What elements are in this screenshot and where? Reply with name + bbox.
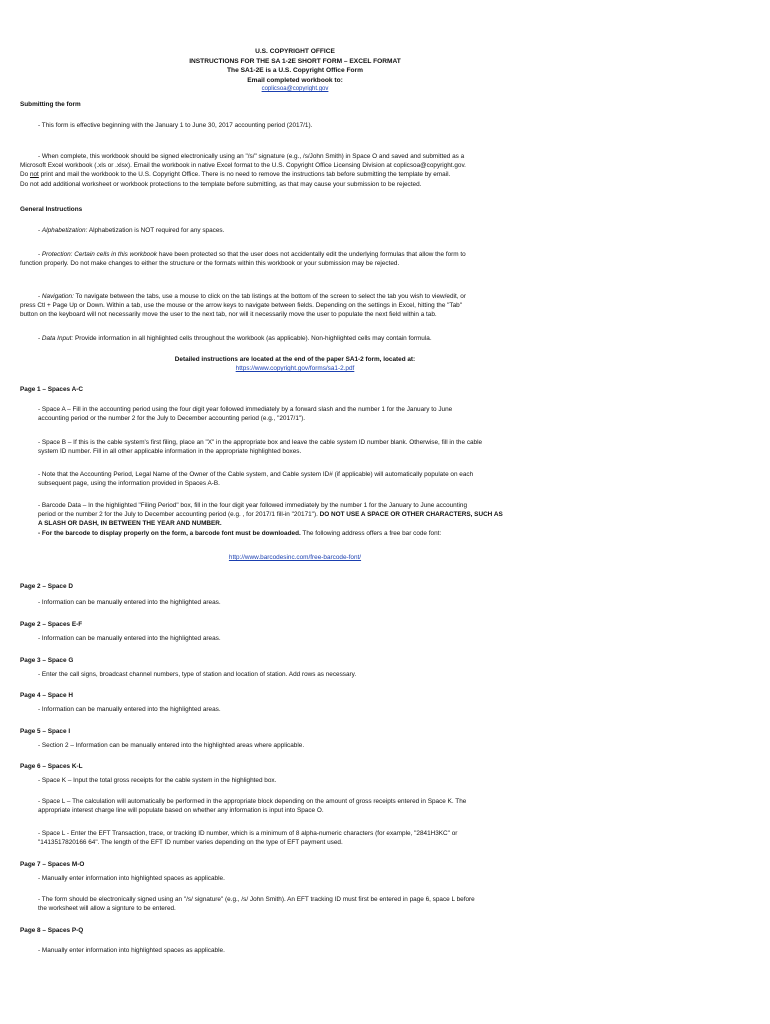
general-data-input: - Data Input: Provide information in all highlighted cells throughout the workbook (as applicable). Non-highlighted cells may contain formula.: [38, 335, 432, 342]
label-navigation: Navigation:: [41, 293, 74, 300]
general-navigation: - Navigation: To navigate between the tabs, use a mouse to click on the tab listings at the bottom of the screen to select the tab you wish to view/edit, or: [38, 293, 466, 300]
text-span: have been protected so that the user does not accidentally edit the underlying formulas that allow the form to: [157, 251, 466, 258]
submitting-p2-line4: Do not add additional worksheet or workbook protections to the template before submitting, as that may cause your submission to be rejected.: [20, 180, 422, 188]
header-office: U.S. COPYRIGHT OFFICE: [255, 48, 335, 55]
section-heading-page2-d: Page 2 – Space D: [20, 583, 73, 590]
document-header: [0, 47, 590, 94]
submitting-p2-line1: - When complete, this workbook should be signed electronically using an "/s/" signature (e.g., /s/John Smith) in Space O and saved and submitted as a: [38, 153, 465, 160]
text-span: Alphabetization is NOT required for any spaces.: [87, 227, 225, 234]
general-alphabetization: - Alphabetization: Alphabetization is NOT required for any spaces.: [38, 227, 225, 234]
page6-space-l-cont: appropriate interest charge line will populate based on whether any information is input into Space O.: [38, 807, 324, 814]
page7-signature-cont: the worksheet will allow a signture to be entered.: [38, 905, 176, 912]
section-heading-page8: Page 8 – Spaces P-Q: [20, 927, 84, 934]
section-heading-page1: Page 1 – Spaces A-C: [20, 386, 83, 393]
page1-space-a: - Space A – Fill in the accounting period using the four digit year followed immediately by a forward slash and the number 1 for the January to June: [38, 406, 453, 413]
section-heading-page3: Page 3 – Space G: [20, 657, 74, 664]
page6-eft-cont: "1413517820166 64". The length of the EFT ID number varies depending on the type of EFT payment used.: [38, 839, 343, 846]
page3-text: - Enter the call signs, broadcast channel numbers, type of station and location of station. Add rows as necessary.: [38, 671, 357, 678]
general-navigation-cont: [20, 301, 560, 320]
page7-signature: - The form should be electronically signed using an "/s/ signature" (e.g., /s/ John Smith). An EFT tracking ID must first be entered in page 6, space L before: [38, 896, 475, 903]
header-email-label: Email completed workbook to:: [247, 76, 343, 84]
text-span: The following address offers a free bar code font:: [300, 530, 442, 537]
page1-space-b: - Space B – If this is the cable system's first filing, place an "X" in the appropriate box and leave the cable system ID number blank. Otherwise, fill in the cable: [38, 439, 483, 446]
page1-space-b-cont: system ID number. Fill in all other applicable information in the appropriate highlighted boxes.: [38, 448, 302, 455]
submitting-p2: [20, 152, 578, 161]
page2-d-text: - Information can be manually entered into the highlighted areas.: [38, 599, 221, 606]
text-span: period or the number 2 for the July to December accounting period (e.g. , for 2017/1 fill-in "20171").: [38, 511, 318, 518]
section-heading-general: General Instructions: [20, 206, 83, 213]
general-protection: - Protection: Certain cells in this workbook have been protected so that the user does not accidentally edit the underlying formulas that allow the form to: [38, 251, 466, 258]
page1-space-a-cont: accounting period or the number 2 for the July to December accounting period (e.g., "2017/1").: [38, 415, 306, 422]
navigation-line2: press Ctl + Page Up or Down. Within a tab, use the mouse or the arrow keys to navigate between fields. Depending on the settings in Excel, hitting the "Tab": [20, 302, 463, 309]
section-heading-page5: Page 5 – Space I: [20, 728, 71, 735]
page1-barcode-font: [20, 529, 578, 538]
barcode-warning-cont: A SLASH OR DASH, IN BETWEEN THE YEAR AND NUMBER.: [38, 520, 222, 527]
navigation-line3: button on the keyboard will not necessarily move the user to the next tab, nor will it necessarily move the user to populate the next field within a tab.: [20, 311, 437, 319]
header-title: INSTRUCTIONS FOR THE SA 1-2E SHORT FORM – EXCEL FORMAT: [189, 57, 401, 65]
general-protection-cont: function properly. Do not make changes to either the structure or the formats within this workbook or your submission may be rejected.: [20, 260, 400, 267]
page1-barcode-cont: [20, 510, 578, 519]
page1-note-cont: subsequent page, using the information provided in Spaces A-B.: [38, 480, 220, 487]
barcode-warning: DO NOT USE A SPACE OR OTHER CHARACTERS, SUCH AS: [317, 511, 503, 518]
text-span: print and mail the workbook to the U.S. Copyright Office. There is no need to remove the instructions tab before submitting the template by email.: [38, 171, 451, 179]
page1-note: - Note that the Accounting Period, Legal Name of the Owner of the Cable system, and Cable system ID# (if applicable) will automatically populate on each: [38, 471, 474, 478]
text-span: To navigate between the tabs, use a mouse to click on the tab listings at the bottom of the screen to select the tab you wish to view/edit, or: [73, 293, 466, 300]
page4-text: - Information can be manually entered into the highlighted areas.: [38, 706, 221, 713]
header-email-link[interactable]: coplicsoa@copyright.gov: [261, 86, 329, 93]
label-protection: Protection: Certain cells in this workbook: [41, 251, 157, 258]
page5-text: - Section 2 – Information can be manually entered into the highlighted areas where applicable.: [38, 742, 305, 749]
page6-space-k: - Space K – Input the total gross receipts for the cable system in the highlighted box.: [38, 777, 277, 784]
page6-eft: - Space L - Enter the EFT Transaction, trace, or tracking ID number, which is a minimum of 8 alpha-numeric characters (for example, "2841H3KC" or: [38, 830, 458, 837]
detailed-instructions-note: Detailed instructions are located at the end of the paper SA1-2 form, located at:: [174, 356, 416, 363]
page6-space-l: - Space L – The calculation will automatically be performed in the appropriate block depending on the amount of gross receipts entered in Space K. The: [38, 798, 467, 805]
submitting-p2-line2: Microsoft Excel workbook (.xls or .xlsx). Email the workbook in native Excel format to the U.S. Copyright Office Licensing Division at coplicsoa@copyright.gov.: [20, 162, 466, 169]
header-subtitle: The SA1-2E is a U.S. Copyright Office Form: [227, 67, 363, 75]
label-data-input: Data Input:: [41, 335, 74, 342]
page8-text: - Manually enter information into highlighted spaces as applicable.: [38, 947, 225, 954]
barcode-font-note: - For the barcode to display properly on the form, a barcode font must be downloaded.: [38, 530, 301, 537]
section-heading-page2-ef: Page 2 – Spaces E-F: [20, 621, 83, 628]
section-heading-page6: Page 6 – Spaces K-L: [20, 763, 83, 770]
submitting-p2-cont: [20, 161, 560, 189]
page1-barcode: - Barcode Data – In the highlighted "Filing Period" box, fill in the four digit year followed immediately by the number 1 for the January to June accounting: [38, 502, 468, 509]
text-span: Do: [20, 171, 30, 179]
form-pdf-link[interactable]: https://www.copyright.gov/forms/sa1-2.pdf: [235, 365, 355, 372]
submitting-p2-line3: [20, 170, 560, 179]
emphasis-not: not: [29, 171, 39, 179]
barcode-font-link[interactable]: http://www.barcodesinc.com/free-barcode-font/: [228, 554, 362, 561]
section-heading-page7: Page 7 – Spaces M-O: [20, 861, 85, 868]
label-alphabetization: Alphabetization:: [41, 227, 88, 234]
section-heading-submitting: Submitting the form: [20, 101, 81, 108]
page1-barcode-cont2: [20, 519, 578, 528]
submitting-p1: - This form is effective beginning with the January 1 to June 30, 2017 accounting period (2017/1).: [38, 122, 313, 129]
text-span: Provide information in all highlighted cells throughout the workbook (as applicable). Non-highlighted cells may contain formula.: [73, 335, 432, 342]
page7-manual: - Manually enter information into highlighted spaces as applicable.: [38, 875, 225, 882]
page2-ef-text: - Information can be manually entered into the highlighted areas.: [38, 635, 221, 642]
section-heading-page4: Page 4 – Space H: [20, 692, 73, 699]
